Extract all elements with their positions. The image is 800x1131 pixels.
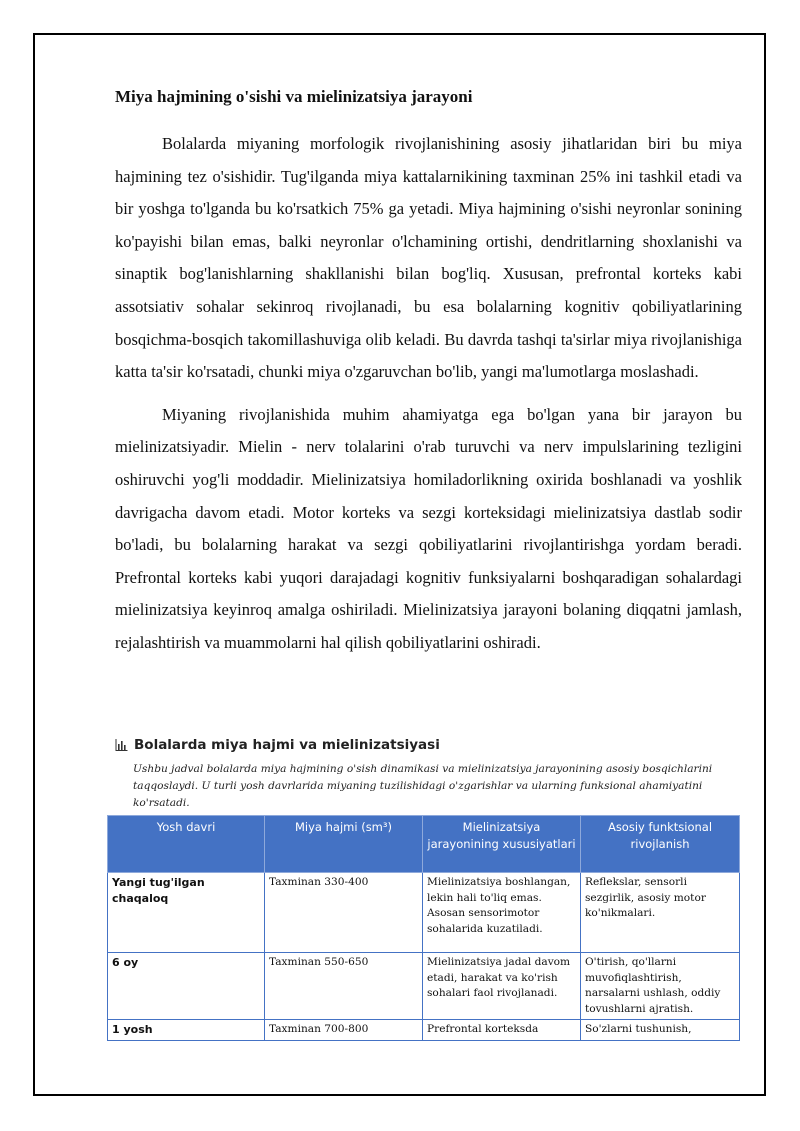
paragraph-1: Bolalarda miyaning morfologik rivojlanishining asosiy jihatlaridan biri bu miya hajmining tez o'sishidir. Tug'ilganda miya kattalarnikining taxminan 25% ini tashkil etadi va bir yoshga to'lganda bu ko'rsatkich 75% ga yetadi. Miya hajmining o'sishi neyronlar sonining ko'payishi bilan emas, balki neyronlar o'lchamining ortishi, dendritlarning shoxlanishi va sinaptik bog'lanishlarning shakllanishi bilan bog'liq. Xususan, prefrontal korteks kabi assotsiativ sohalar sekinroq rivojlanadi, bu esa bolalarning kognitiv qobiliyatlarining bosqichma-bosqich takomillashuviga olib keladi. Bu davrda tashqi ta'sirlar miya rivojlanishiga katta ta'sir ko'rsatadi, chunki miya o'zgaruvchan bo'lib, yangi ma'lumotlarga moslashadi. bbox=[115, 134, 742, 382]
table-row bbox=[108, 953, 740, 1020]
table-header-row bbox=[108, 816, 740, 873]
table-description: Ushbu jadval bolalarda miya hajmining o'sish dinamikasi va mielinizatsiya jarayonining asosiy bosqichlarini taqqoslaydi. U turli yosh davrlarida miyaning tuzilishidagi o'zgarishlar va ularning funksional ahamiyatini ko'rsatadi. bbox=[133, 763, 713, 809]
table-cell: 1 yosh bbox=[108, 1020, 265, 1041]
column-header-age: Yosh davri bbox=[108, 816, 265, 873]
column-header-myelination: Mielinizatsiya jarayonining xususiyatlari bbox=[423, 816, 581, 873]
table-cell: So'zlarni tushunish, bbox=[581, 1020, 740, 1041]
table-cell: O'tirish, qo'llarni muvofiqlashtirish, narsalarni ushlash, oddiy tovushlarni ajratish. bbox=[581, 953, 740, 1020]
section-heading: Miya hajmining o'sishi va mielinizatsiya jarayoni bbox=[115, 87, 473, 106]
table-cell: Mielinizatsiya jadal davom etadi, harakat va ko'rish sohalari faol rivojlanadi. bbox=[423, 953, 581, 1020]
table-cell: 6 oy bbox=[108, 953, 265, 1020]
table-cell: Yangi tug'ilgan chaqaloq bbox=[108, 873, 265, 953]
column-header-volume: Miya hajmi (sm³) bbox=[265, 816, 423, 873]
table-cell: Mielinizatsiya boshlangan, lekin hali to'liq emas. Asosan sensorimotor sohalarida kuzatiladi. bbox=[423, 873, 581, 953]
table-title bbox=[115, 737, 745, 753]
bar-chart-icon bbox=[115, 739, 128, 751]
table-cell: Taxminan 700-800 bbox=[265, 1020, 423, 1041]
table-cell: Reflekslar, sensorli sezgirlik, asosiy motor ko'nikmalari. bbox=[581, 873, 740, 953]
table-cell: Taxminan 330-400 bbox=[265, 873, 423, 953]
table-cell: Taxminan 550-650 bbox=[265, 953, 423, 1020]
paragraph-2: Miyaning rivojlanishida muhim ahamiyatga ega bo'lgan yana bir jarayon bu mielinizatsiyadir. Mielin - nerv tolalarini o'rab turuvchi va nerv impulslarining tezligini oshiruvchi yog'li moddadir. Mielinizatsiya homiladorlikning oxirida boshlanadi va yoshlik davrigacha davom etadi. Motor korteks va sezgi korteksidagi mielinizatsiya dastlab sodir bo'ladi, bu bolalarning harakat va sezgi qobiliyatlarini rivojlantirishga yordam beradi. Prefrontal korteks kabi yuqori darajadagi kognitiv funksiyalarni boshqaradigan sohalardagi mielinizatsiya keyinroq amalga oshiriladi. Mielinizatsiya jarayoni bolaning diqqatni jamlash, rejalashtirish va muammolarni hal qilish qobiliyatlarini oshiradi. bbox=[115, 404, 742, 652]
column-header-development: Asosiy funktsional rivojlanish bbox=[581, 816, 740, 873]
document-body bbox=[115, 86, 742, 670]
table-row bbox=[108, 1020, 740, 1041]
table-cell: Prefrontal korteksda bbox=[423, 1020, 581, 1041]
table-section bbox=[112, 737, 745, 1041]
brain-volume-table bbox=[107, 815, 740, 1041]
table-title-text: Bolalarda miya hajmi va mielinizatsiyasi bbox=[134, 737, 440, 753]
table-row bbox=[108, 873, 740, 953]
